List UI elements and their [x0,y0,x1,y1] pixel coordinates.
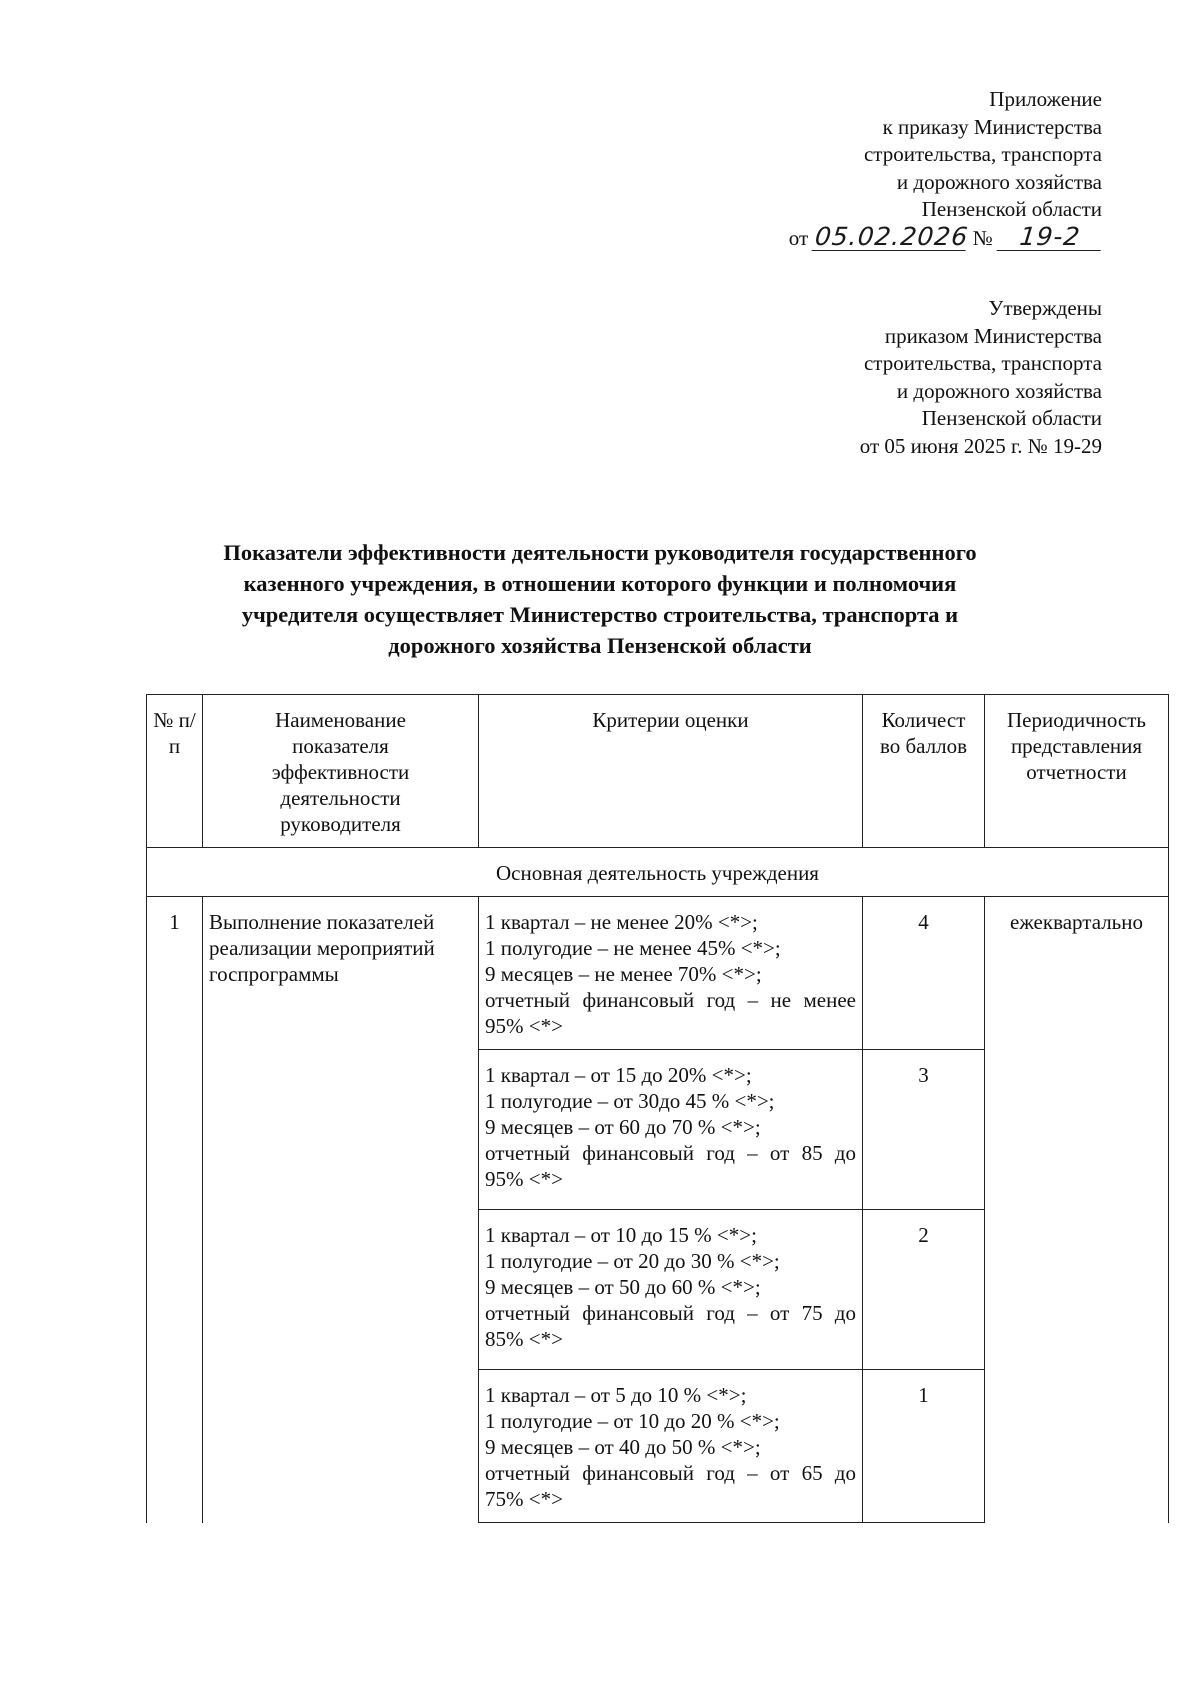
criteria-line: 1 полугодие – от 30до 45 % <*>; [485,1089,775,1113]
criteria-line: 1 квартал – от 15 до 20% <*>; [485,1063,752,1087]
approved-line: строительства, транспорта [863,351,1102,375]
criteria-cell [479,1050,863,1210]
criteria-cell [479,1210,863,1370]
criteria-line: 9 месяцев – от 50 до 60 % <*>; [485,1275,761,1299]
approved-header [860,295,1102,460]
criteria-line: 1 полугодие – от 10 до 20 % <*>; [485,1409,780,1433]
approved-line: приказом Министерства [884,323,1102,348]
criteria-line: 9 месяцев – от 60 до 70 % <*>; [485,1115,761,1139]
indicators-table [146,694,1169,1523]
criteria-line: отчетный финансовый год – от 85 до 95% <*> [485,1141,856,1191]
section-title: Основная деятельность учреждения [147,848,1169,897]
points-cell: 2 [863,1210,985,1370]
title-line: учредителя осуществляет Министерство строительства, транспорта и [241,602,959,627]
approved-line: от 05 июня 2025 г. № 19-29 [859,433,1102,458]
table-row [147,897,1169,1050]
header-name: Наименование показателя эффективности деятельности руководителя [203,695,479,848]
document-title [120,537,1080,661]
criteria-line: отчетный финансовый год – от 75 до 85% <*> [485,1301,856,1351]
appendix-line: Приложение [989,87,1102,111]
table-header-row [147,695,1169,848]
title-line: дорожного хозяйства Пензенской области [388,633,812,658]
appendix-line: строительства, транспорта [863,142,1102,166]
criteria-cell [479,897,863,1050]
row-number: 1 [147,897,203,1523]
criteria-line: 1 квартал – не менее 20% <*>; [485,910,758,934]
points-cell: 4 [863,897,985,1050]
appendix-header [789,86,1102,252]
number-prefix: № [972,225,993,250]
date-prefix: от [788,225,809,250]
approved-line: Пензенской области [921,406,1102,430]
criteria-line: 1 полугодие – от 20 до 30 % <*>; [485,1249,780,1273]
header-criteria: Критерии оценки [479,695,863,848]
criteria-line: 9 месяцев – от 40 до 50 % <*>; [485,1435,761,1459]
points-cell: 1 [863,1370,985,1523]
points-cell: 3 [863,1050,985,1210]
criteria-line: отчетный финансовый год – не менее 95% <*> [485,988,856,1038]
indicator-name: Выполнение показателей реализации мероприятий госпрограммы [203,897,479,1523]
criteria-line: 1 квартал – от 5 до 10 % <*>; [485,1383,747,1407]
handwritten-date: 05.02.2026 [814,221,971,251]
handwritten-number: 19-2 [997,224,1104,251]
header-num: № п/п [147,695,203,848]
header-period: Периодичность представления отчетности [985,695,1169,848]
approved-line: Утверждены [988,296,1102,320]
appendix-line: к приказу Министерства [882,114,1102,139]
title-line: казенного учреждения, в отношении которого функции и полномочия [243,571,957,596]
criteria-line: 1 полугодие – не менее 45% <*>; [485,936,781,960]
title-line: Показатели эффективности деятельности руководителя государственного [223,540,977,565]
order-date-number-line [788,221,1102,253]
criteria-cell [479,1370,863,1523]
criteria-line: 1 квартал – от 10 до 15 % <*>; [485,1223,757,1247]
appendix-line: и дорожного хозяйства [896,169,1102,194]
header-points: Количест во баллов [863,695,985,848]
approved-line: и дорожного хозяйства [896,378,1102,403]
appendix-line: Пензенской области [921,197,1102,221]
criteria-line: 9 месяцев – не менее 70% <*>; [485,962,762,986]
criteria-line: отчетный финансовый год – от 65 до 75% <*> [485,1461,856,1511]
period-cell: ежеквартально [985,897,1169,1523]
section-row [147,848,1169,897]
